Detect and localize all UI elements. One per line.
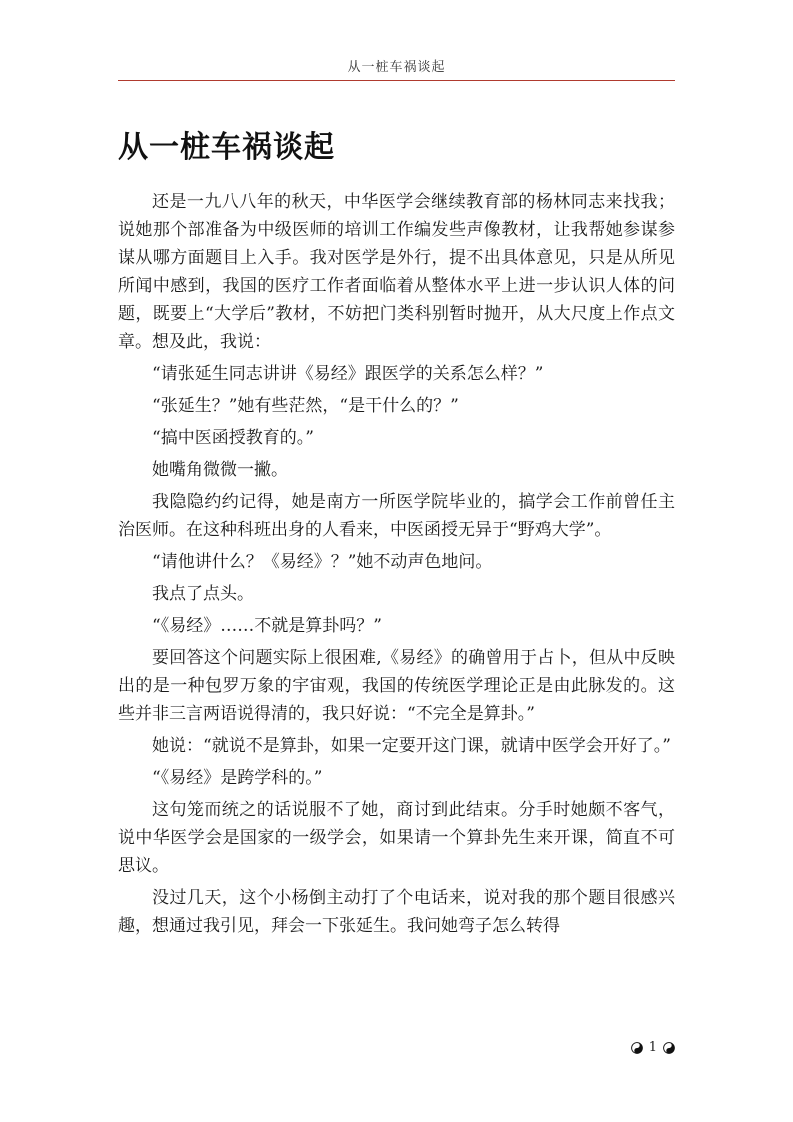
paragraph: “请张延生同志讲讲《易经》跟医学的关系怎么样？” — [152, 364, 544, 384]
page-footer — [631, 1040, 675, 1055]
paragraph: 她说：“就说不是算卦，如果一定要开这门课，就请中医学会开好了。” — [152, 736, 671, 756]
paragraph: 我点了点头。 — [152, 584, 254, 604]
paragraph: 要回答这个问题实际上很困难,《易经》的确曾用于占卜，但从中反映出的是一种包罗万象的宇宙观，我国的传统医学理论正是由此脉发的。这些并非三言两语说得清的，我只好说：“不完全是算卦。” — [118, 648, 675, 724]
document-body — [118, 188, 675, 944]
paragraph: “《易经》……不就是算卦吗？” — [152, 616, 382, 636]
yin-yang-icon — [631, 1042, 643, 1054]
paragraph: 这句笼而统之的话说服不了她，商讨到此结束。分手时她颇不客气，说中华医学会是国家的一级学会，如果请一个算卦先生来开课，简直不可思议。 — [118, 800, 675, 876]
page-title: 从一桩车祸谈起 — [118, 130, 335, 165]
paragraph: 没过几天，这个小杨倒主动打了个电话来，说对我的那个题目很感兴趣，想通过我引见，拜会一下张延生。我问她弯子怎么转得 — [118, 888, 675, 936]
running-header: 从一桩车祸谈起 — [347, 60, 446, 75]
paragraph: 她嘴角微微一撇。 — [152, 460, 288, 480]
paragraph: “搞中医函授教育的。” — [152, 428, 314, 448]
yin-yang-icon — [663, 1042, 675, 1054]
paragraph: “《易经》是跨学科的。” — [152, 768, 323, 788]
paragraph: “张延生？”她有些茫然，“是干什么的？” — [152, 396, 459, 416]
paragraph: “请他讲什么？《易经》？”她不动声色地问。 — [152, 552, 493, 572]
page-number: 1 — [648, 1040, 657, 1055]
paragraph: 我隐隐约约记得，她是南方一所医学院毕业的，搞学会工作前曾任主治医师。在这种科班出身的人看来，中医函授无异于“野鸡大学”。 — [118, 492, 675, 540]
header-rule — [118, 80, 675, 81]
paragraph: 还是一九八八年的秋天，中华医学会继续教育部的杨林同志来找我；说她那个部准备为中级医师的培训工作编发些声像教材，让我帮她参谋参谋从哪方面题目上入手。我对医学是外行，提不出具体意见，只是从所见所闻中感到，我国的医疗工作者面临着从整体水平上进一步认识人体的问题，既要上“大学后”教材，不妨把门类科别暂时抛开，从大尺度上作点文章。想及此，我说： — [118, 192, 675, 352]
